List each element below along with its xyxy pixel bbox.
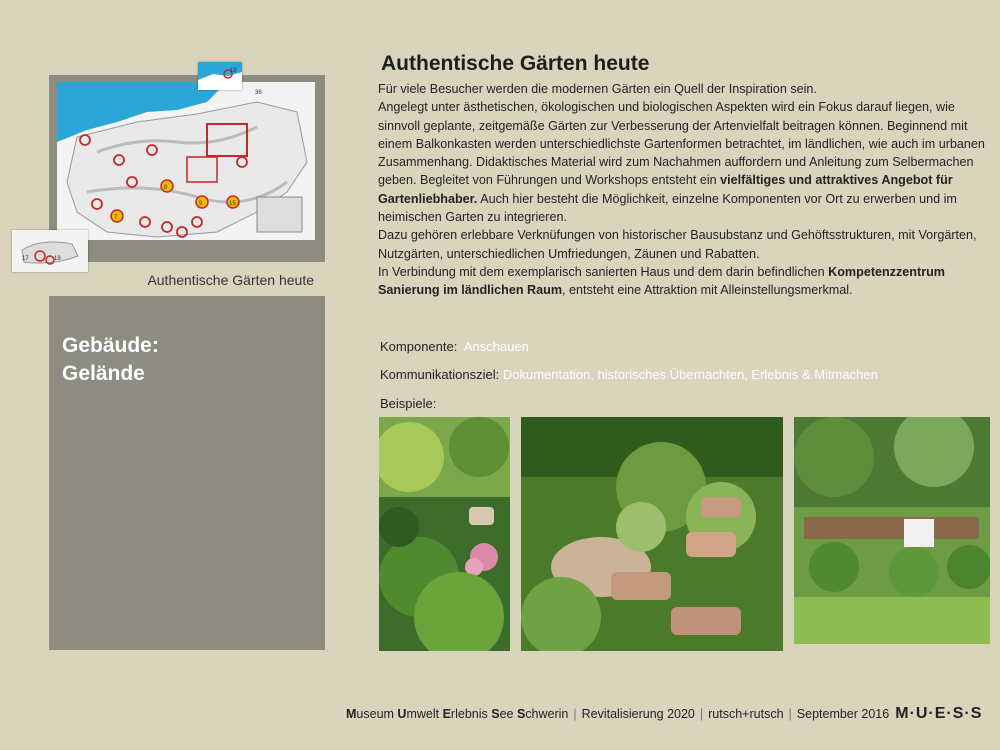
map-label-8: 8 <box>164 185 168 191</box>
map-inset-top <box>198 62 242 90</box>
sidebar-labels <box>62 332 159 388</box>
kommunikationsziel-label: Kommunikationsziel: <box>380 367 500 382</box>
map-inset-bottom <box>12 230 88 272</box>
paragraph-structures: Dazu gehören erlebbare Verknüfungen von historischer Bausubstanz und Gehöftsstrukturen, mit Vorgärten, Nutzgärten, unterschiedlichen Umfriedungen, Zäunen und Rabatten. <box>378 228 977 261</box>
label-building: Gebäude: <box>62 334 159 357</box>
page-title: Authentische Gärten heute <box>381 52 650 75</box>
paragraph-main <box>378 98 988 226</box>
footer-s: S <box>491 707 500 721</box>
komponente-value: Anschauen <box>463 339 529 354</box>
footer-m: M <box>346 707 357 721</box>
footer-s2: S <box>516 707 526 721</box>
beispiele-label: Beispiele: <box>380 396 437 411</box>
map-label-15: 15 <box>229 201 236 207</box>
footer-see: ee <box>499 707 517 721</box>
paragraph-main-c: Auch hier besteht die Möglichkeit, einzelne Komponenten vor Ort zu erwerben und im heimischen Garten zu integrieren. <box>378 191 957 225</box>
paragraph-attraction <box>378 263 988 300</box>
body-text <box>378 80 988 300</box>
komponente-row <box>380 339 529 354</box>
garden-photo-flowers <box>379 417 510 651</box>
muess-logo: M·U·E·S·S <box>895 705 983 722</box>
footer-rutsch: rutsch+rutsch <box>708 707 784 721</box>
footer-revitalisierung: Revitalisierung 2020 <box>581 707 695 721</box>
site-map <box>57 82 315 240</box>
footer-u: U <box>397 707 407 721</box>
paragraph-main-a: Angelegt unter ästhetischen, ökologischen und biologischen Aspekten wird ein Fokus darauf liegen, wie sinnvoll geplante, zeitgemäße Gärten zur Verbesserung der Artenvielfalt beitragen können. Beginnend mit einem Balkonkasten werden unterschiedlichste Gartenformen betrachtet, im ländlichen, wie auch im urbanen Zusammenhang. Didaktisches Material wird zum Nachahmen auffordern und Anleitung zum Selbermachen geben. Begleitet von Führungen und Workshops entsteht ein <box>378 100 985 188</box>
footer-museum: useum <box>356 707 398 721</box>
map-label-36: 36 <box>255 90 262 96</box>
kommunikationsziel-row <box>380 367 878 382</box>
map-label-18: 18 <box>54 256 61 262</box>
paragraph-main-bold: vielfältiges und attraktives Angebot für Gartenliebhaber. <box>378 173 953 206</box>
map-label-17: 17 <box>22 256 29 262</box>
kommunikationsziel-value: Dokumentation, historisches Übernachten, Erlebnis & Mitmachen <box>502 367 878 382</box>
paragraph-attraction-bold: Kompetenzzentrum Sanierung im ländlichen Raum <box>378 264 945 298</box>
map-label-7: 7 <box>114 215 118 221</box>
map-label-19: 19 <box>230 68 237 74</box>
komponente-label: Komponente: <box>380 339 458 354</box>
map-caption: Authentische Gärten heute <box>147 272 314 288</box>
footer-date: September 2016 <box>796 707 890 721</box>
garden-photo-vegetable-beds <box>794 417 990 644</box>
paragraph-attraction-c: , entsteht eine Attraktion mit Alleinstellungsmerkmal. <box>562 283 853 298</box>
map-label-9: 9 <box>199 201 203 207</box>
footer-schwerin: chwerin <box>525 707 569 721</box>
footer: Museum Umwelt Erlebnis See Schwerin | Revitalisierung 2020 | rutsch+rutsch | September 2016 M·U·E·S·S <box>346 705 983 722</box>
garden-photo-herb-spiral <box>521 417 783 651</box>
label-area: Gelände <box>62 362 145 385</box>
footer-erlebnis: rlebnis <box>450 707 492 721</box>
paragraph-attraction-a: In Verbindung mit dem exemplarisch sanierten Haus und dem darin befindlichen <box>378 264 829 279</box>
footer-e: E <box>442 707 451 721</box>
footer-umwelt: mwelt <box>406 707 443 721</box>
paragraph-intro: Für viele Besucher werden die modernen Gärten ein Quell der Inspiration sein. <box>378 82 817 96</box>
